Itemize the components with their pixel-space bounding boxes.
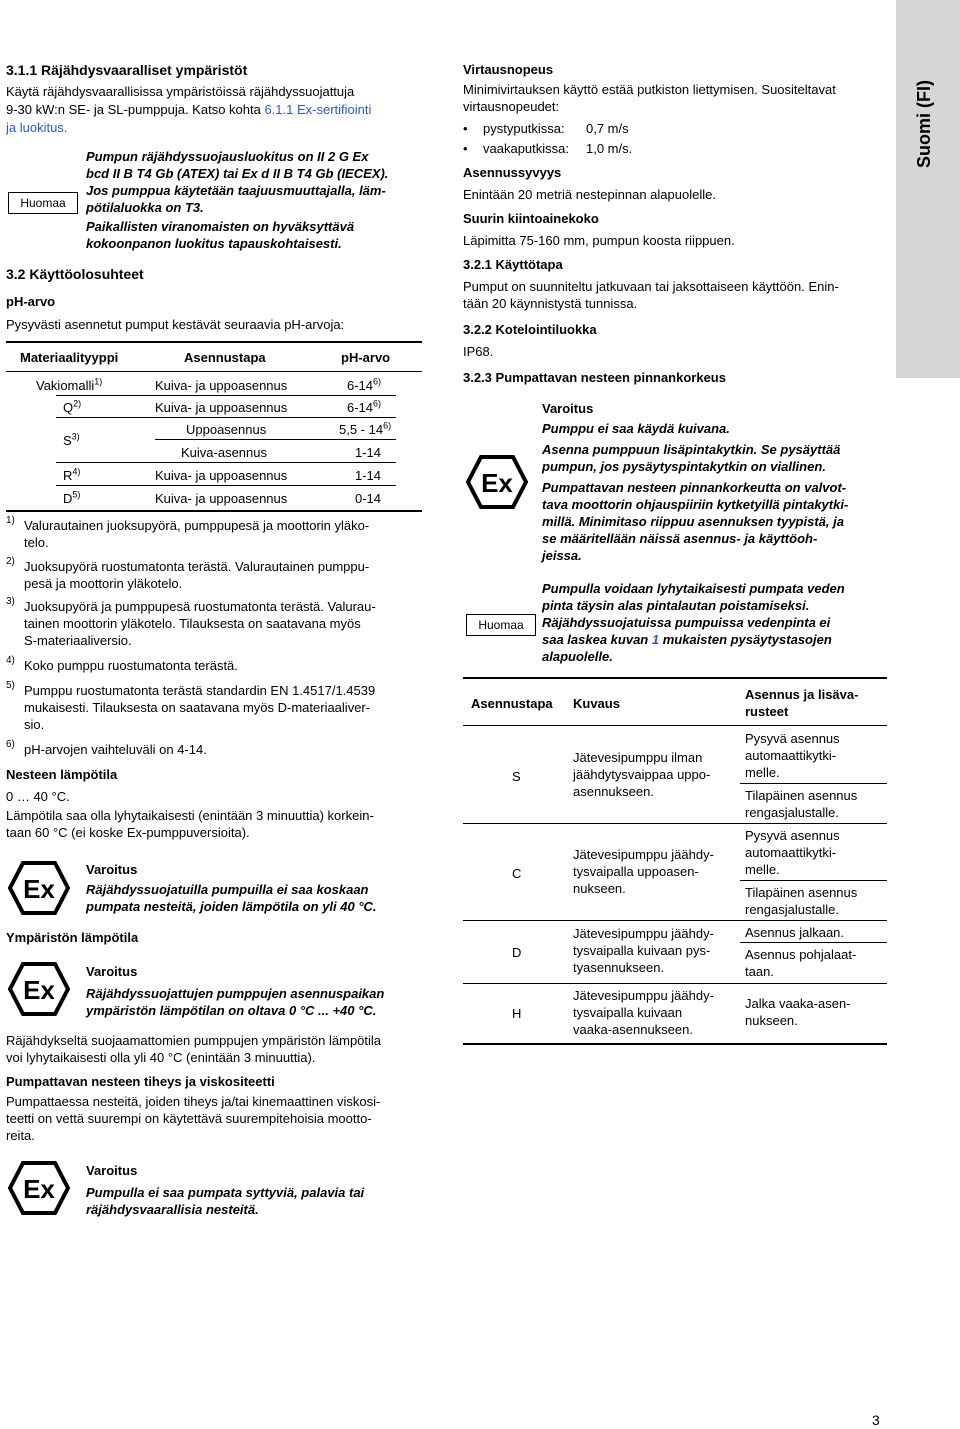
cell-line: melle. — [745, 765, 780, 780]
footnote-ref: 6) — [373, 376, 382, 387]
liquid-temp-range: 0 … 40 °C. — [6, 789, 70, 804]
table-cell-accessory — [745, 884, 857, 918]
cell-line: Asennus pohjalaat- — [745, 947, 857, 962]
table-cell-material: Vakiomalli — [36, 378, 95, 393]
warning-liquid-temp — [86, 881, 377, 915]
table-cell-type: S — [512, 769, 521, 784]
note-line: Pumpulla voidaan lyhytaikaisesti pumpata veden — [542, 581, 845, 596]
warning-line: tava moottorin ohjauspiiriin kytketyillä pintakytki- — [542, 497, 849, 512]
table-cell-description — [573, 846, 714, 897]
language-side-tab — [896, 0, 960, 378]
cell-line: Pysyvä asennus — [745, 731, 840, 746]
section-3-2-2-heading: 3.2.2 Kotelointiluokka — [463, 322, 597, 337]
table-header-material: Materiaalityyppi — [20, 350, 119, 365]
table-cell-install: Kuiva-asennus — [181, 445, 267, 460]
note-label-box: Huomaa — [8, 192, 78, 214]
link-ex-certification[interactable]: 6.1.1 Ex-sertifiointi — [264, 102, 372, 117]
cell-line: vaaka-asennukseen. — [573, 1022, 693, 1037]
footnote — [6, 517, 422, 551]
note-water-level — [542, 580, 845, 665]
warning-line: Asenna pumppuun lisäpintakytkin. Se pysäyttää — [542, 442, 841, 457]
footnote-ref: 2) — [73, 398, 82, 409]
table-cell-material: R — [63, 468, 73, 483]
text-line: Pumpattaessa nesteitä, joiden tiheys ja/tai kinemaattinen viskosi- — [6, 1094, 381, 1109]
cell-line: Jätevesipumppu ilman — [573, 750, 703, 765]
table-cell-description — [573, 925, 714, 976]
warning-line: millä. Minimitaso riippuu asennuksen tyypistä, ja — [542, 514, 844, 529]
footnote-ref: 3) — [71, 431, 80, 442]
table-rule-top — [6, 341, 422, 343]
footnote-ref: 6) — [373, 398, 382, 409]
warning-label: Varoitus — [542, 401, 594, 416]
warning-line: se määritellään näissä asennus- ja käyttöoh- — [542, 531, 818, 546]
solids-text: Läpimitta 75-160 mm, pumpun koosta riippuen. — [463, 233, 735, 248]
bullet-label: pystyputkissa: — [483, 121, 565, 136]
warning-line: Räjähdyssuojatuilla pumpuilla ei saa koskaan — [86, 882, 369, 897]
table-row-rule — [155, 439, 396, 440]
footnote-text: pesä ja moottorin yläkotelo. — [24, 576, 183, 591]
note-line: pötilaluokka on T3. — [86, 200, 204, 215]
cell-line: asennukseen. — [573, 784, 654, 799]
text-line: teetti on vettä suurempi on käytettävä suurempitehoisia mootto- — [6, 1111, 372, 1126]
table-cell-accessory — [745, 827, 840, 878]
solids-heading: Suurin kiintoainekoko — [463, 211, 599, 226]
table-header-install: Asennustapa — [184, 350, 266, 365]
ex-warning-icon — [8, 962, 70, 1016]
footnote-text: telo. — [24, 535, 49, 550]
table-cell-ph: 0-14 — [355, 491, 382, 506]
table-cell-ph — [347, 399, 381, 416]
text-line: Pumput on suunniteltu jatkuvaan tai jaksottaiseen käyttöön. Enin- — [463, 279, 839, 294]
cell-line: Jalka vaaka-asen- — [745, 996, 851, 1011]
ambient-temp-text — [6, 1032, 381, 1066]
ambient-temp-heading: Ympäristön lämpötila — [6, 930, 139, 945]
cell-line: rengasjalustalle. — [745, 902, 839, 917]
cell-line: automaattikytki- — [745, 748, 837, 763]
table-cell-type: C — [512, 866, 522, 881]
table-rule-header — [463, 725, 887, 726]
table-cell-accessory — [745, 995, 851, 1029]
svg-text:Ex: Ex — [23, 874, 55, 904]
footnote-text: Koko pumppu ruostumatonta terästä. — [24, 658, 238, 673]
table-cell-ph: 1-14 — [355, 468, 382, 483]
footnote-text: tainen moottorin yläkotelo. Tilauksesta on saatavana myös — [24, 616, 361, 631]
footnote-text: Juoksupyörä ja pumppupesä ruostumatonta terästä. Valurau- — [24, 599, 376, 614]
ex-warning-icon — [8, 861, 70, 915]
footnote-text: Valurautainen juoksupyörä, pumppupesä ja moottorin yläko- — [24, 518, 370, 533]
table-row — [63, 490, 80, 507]
table-row — [36, 377, 102, 394]
footnote — [6, 682, 422, 733]
footnote — [6, 558, 422, 592]
table-cell-material: Q — [63, 400, 74, 415]
note-text: mukaisten pysäytystasojen — [659, 632, 832, 647]
section-3-1-1-text-line2 — [6, 101, 371, 118]
note-line: alapuolelle. — [542, 649, 613, 664]
warning-line: Pumpattavan nesteen pinnankorkeutta on valvot- — [542, 480, 847, 495]
table-cell-material: D — [63, 491, 73, 506]
table-cell-type: D — [512, 945, 522, 960]
table-row-rule — [463, 920, 887, 921]
flow-heading: Virtausnopeus — [463, 62, 554, 77]
table-cell-accessory — [745, 730, 840, 781]
footnote-text: Pumppu ruostumatonta terästä standardin EN 1.4517/1.4539 — [24, 683, 376, 698]
section-3-2-2-text: IP68. — [463, 344, 494, 359]
text-line: taan 60 °C (ei koske Ex-pumppuversioita). — [6, 825, 250, 840]
table-row-rule — [56, 395, 396, 396]
footnote — [6, 657, 422, 674]
table-rule-bottom — [463, 1043, 887, 1045]
table-rule-top — [463, 677, 887, 679]
text-line: voi lyhytaikaisesti olla yli 40 °C (enintään 3 minuuttia). — [6, 1050, 316, 1065]
ex-warning-icon — [466, 455, 528, 509]
note-line: Paikallisten viranomaisten on hyväksyttävä — [86, 219, 355, 234]
warning-line: jeissa. — [542, 548, 582, 563]
section-3-2-heading: 3.2 Käyttöolosuhteet — [6, 266, 144, 282]
ph-value: 6-14 — [347, 400, 374, 415]
ph-value: 6-14 — [347, 378, 374, 393]
cell-line: tysvaipalla uppoasen- — [573, 864, 699, 879]
text-line: Räjähdykseltä suojaamattomien pumppujen ympäristön lämpötila — [6, 1033, 382, 1048]
note-line: bcd II B T4 Gb (ATEX) tai Ex d II B T4 Gb (IECEX). — [86, 166, 389, 181]
cell-line: taan. — [745, 964, 774, 979]
table-cell-install: Kuiva- ja uppoasennus — [155, 400, 288, 415]
liquid-temp-text — [6, 807, 374, 841]
table-cell-rule — [740, 942, 887, 943]
cell-line: jäähdytysvaippaa uppo- — [573, 767, 711, 782]
cell-line: tyasennukseen. — [573, 960, 665, 975]
table-rule-bottom — [6, 510, 422, 512]
density-heading: Pumpattavan nesteen tiheys ja viskositeetti — [6, 1074, 275, 1089]
footnote — [6, 741, 422, 758]
bullet-icon: • — [463, 141, 468, 156]
warning-ambient-temp — [86, 985, 384, 1019]
warning-label: Varoitus — [86, 1163, 138, 1178]
text-line: reita. — [6, 1128, 35, 1143]
page-number: 3 — [872, 1412, 880, 1428]
svg-text:Ex: Ex — [23, 975, 55, 1005]
svg-text:Ex: Ex — [481, 468, 513, 498]
bullet-value: 1,0 m/s. — [586, 141, 633, 156]
section-3-2-1-text — [463, 278, 839, 312]
cell-line: nukseen. — [573, 881, 626, 896]
link-ex-certification-cont[interactable]: ja luokitus. — [6, 120, 68, 135]
footnote — [6, 598, 422, 649]
section-3-2-3-heading: 3.2.3 Pumpattavan nesteen pinnankorkeus — [463, 370, 726, 385]
table-row — [63, 467, 80, 484]
footnote-number: 6) — [6, 739, 15, 750]
table-cell-install: Kuiva- ja uppoasennus — [155, 491, 288, 506]
cell-line: Tilapäinen asennus — [745, 788, 858, 803]
footnote-text: sio. — [24, 717, 45, 732]
text-line: Minimivirtauksen käyttö estää putkiston liettymisen. Suositeltavat — [463, 82, 836, 97]
warning-line: Pumpulla ei saa pumpata syttyviä, palavia tai — [86, 1185, 365, 1200]
table-header-description: Kuvaus — [573, 696, 620, 711]
table-cell-ph — [339, 421, 391, 438]
cell-line: melle. — [745, 862, 780, 877]
bullet-value: 0,7 m/s — [586, 121, 629, 136]
table-row-rule — [463, 823, 887, 824]
warning-line: Räjähdyssuojattujen pumppujen asennuspaikan — [86, 986, 385, 1001]
table-cell-install: Uppoasennus — [186, 422, 267, 437]
section-3-1-1-text: 9-30 kW:n SE- ja SL-pumppuja. Katso kohta — [6, 102, 265, 117]
note-line: Räjähdyssuojatuissa pumpuissa vedenpinta ei — [542, 615, 831, 630]
flow-text — [463, 81, 836, 115]
table-row-rule — [56, 417, 396, 418]
cell-line: Tilapäinen asennus — [745, 885, 858, 900]
section-3-1-1-text-line1: Käytä räjähdysvaarallisissa ympäristöissä räjähdyssuojattuja — [6, 84, 355, 99]
warning-dry-run — [542, 420, 848, 564]
cell-line: nukseen. — [745, 1013, 798, 1028]
footnote-text: Juoksupyörä ruostumatonta terästä. Valurautainen pumppu- — [24, 559, 370, 574]
table-cell-accessory — [745, 946, 856, 980]
cell-line: Jätevesipumppu jäähdy- — [573, 847, 714, 862]
warning-flammable — [86, 1184, 364, 1218]
table-rule-header — [6, 371, 422, 372]
warning-line: pumpun, jos pysäytyspintakytkin on viallinen. — [542, 459, 826, 474]
note-ex-classification — [86, 148, 388, 252]
table-cell-rule — [740, 880, 887, 881]
ph-intro: Pysyvästi asennetut pumput kestävät seuraavia pH-arvoja: — [6, 317, 345, 332]
header-line: rusteet — [745, 704, 789, 719]
text-line: tään 20 käynnistystä tunnissa. — [463, 296, 638, 311]
footnote-ref: 6) — [383, 420, 392, 431]
header-line: Asennus ja lisäva- — [745, 687, 859, 702]
table-cell-description — [573, 987, 714, 1038]
text-line: Lämpötila saa olla lyhytaikaisesti (enintään 3 minuuttia) korkein- — [6, 808, 374, 823]
ex-warning-icon — [8, 1161, 70, 1215]
table-cell-ph: 1-14 — [355, 445, 382, 460]
footnote-text: mukaisesti. Tilauksesta on saatavana myös D-materiaaliver- — [24, 700, 371, 715]
footnote-ref: 4) — [72, 466, 81, 477]
table-cell-accessory: Asennus jalkaan. — [745, 925, 845, 940]
table-cell-accessory — [745, 787, 857, 821]
table-cell-install: Kuiva- ja uppoasennus — [155, 468, 288, 483]
table-row-rule — [56, 485, 396, 486]
ph-heading: pH-arvo — [6, 294, 56, 309]
bullet-label: vaakaputkissa: — [483, 141, 569, 156]
warning-line: räjähdysvaarallisia nesteitä. — [86, 1202, 259, 1217]
depth-text: Enintään 20 metriä nestepinnan alapuolelle. — [463, 187, 716, 202]
note-line: Pumpun räjähdyssuojausluokitus on II 2 G Ex — [86, 149, 369, 164]
table-cell-ph — [347, 377, 381, 394]
warning-label: Varoitus — [86, 964, 138, 979]
table-cell-material: S — [63, 433, 72, 448]
liquid-temp-heading: Nesteen lämpötila — [6, 767, 118, 782]
section-3-2-1-heading: 3.2.1 Käyttötapa — [463, 257, 563, 272]
density-text — [6, 1093, 380, 1144]
note-line: Jos pumppua käytetään taajuusmuuttajalla, läm- — [86, 183, 386, 198]
table-header-accessories — [745, 686, 858, 720]
cell-line: tysvaipalla kuivaan — [573, 1005, 683, 1020]
table-cell-type: H — [512, 1006, 522, 1021]
note-line — [542, 631, 845, 648]
note-line: pinta täysin alas pintalautan poistamiseksi. — [542, 598, 810, 613]
table-row-rule — [56, 462, 396, 463]
note-text: saa laskea kuvan — [542, 632, 652, 647]
cell-line: automaattikytki- — [745, 845, 837, 860]
cell-line: Jätevesipumppu jäähdy- — [573, 988, 714, 1003]
text-line: virtausnopeudet: — [463, 99, 560, 114]
warning-label: Varoitus — [86, 862, 138, 877]
table-cell-rule — [740, 783, 887, 784]
footnote-ref: 1) — [94, 376, 103, 387]
table-row — [63, 432, 80, 449]
cell-line: Pysyvä asennus — [745, 828, 840, 843]
figure-link[interactable]: 1 — [651, 632, 660, 647]
section-3-1-1-heading: 3.1.1 Räjähdysvaaralliset ympäristöt — [6, 62, 248, 78]
footnote-number: 3) — [6, 596, 15, 607]
footnote-text: pH-arvojen vaihteluväli on 4-14. — [24, 742, 207, 757]
cell-line: tysvaipalla kuivaan pys- — [573, 943, 711, 958]
cell-line: Jätevesipumppu jäähdy- — [573, 926, 714, 941]
footnote-number: 1) — [6, 515, 15, 526]
warning-line: Pumppu ei saa käydä kuivana. — [542, 421, 730, 436]
depth-heading: Asennussyvyys — [463, 165, 562, 180]
ph-value: 5,5 - 14 — [339, 422, 384, 437]
table-cell-description — [573, 749, 710, 800]
table-header-install: Asennustapa — [471, 696, 553, 711]
footnote-text: S-materiaaliversio. — [24, 633, 132, 648]
language-label: Suomi (FI) — [914, 80, 934, 168]
svg-text:Ex: Ex — [23, 1174, 55, 1204]
footnote-number: 4) — [6, 655, 15, 666]
note-line: kokoonpanon luokitus tapauskohtaisesti. — [86, 236, 342, 251]
bullet-icon: • — [463, 121, 468, 136]
table-cell-install: Kuiva- ja uppoasennus — [155, 378, 288, 393]
footnote-ref: 5) — [72, 489, 81, 500]
table-row — [63, 399, 81, 416]
table-row-rule — [463, 983, 887, 984]
warning-line: pumpata nesteitä, joiden lämpötila on yli 40 °C. — [86, 899, 377, 914]
note-label-box: Huomaa — [466, 614, 536, 636]
warning-line: ympäristön lämpötilan on oltava 0 °C ... +40 °C. — [86, 1003, 377, 1018]
footnote-number: 5) — [6, 680, 15, 691]
cell-line: rengasjalustalle. — [745, 805, 839, 820]
footnote-number: 2) — [6, 556, 15, 567]
table-header-ph: pH-arvo — [341, 350, 391, 365]
